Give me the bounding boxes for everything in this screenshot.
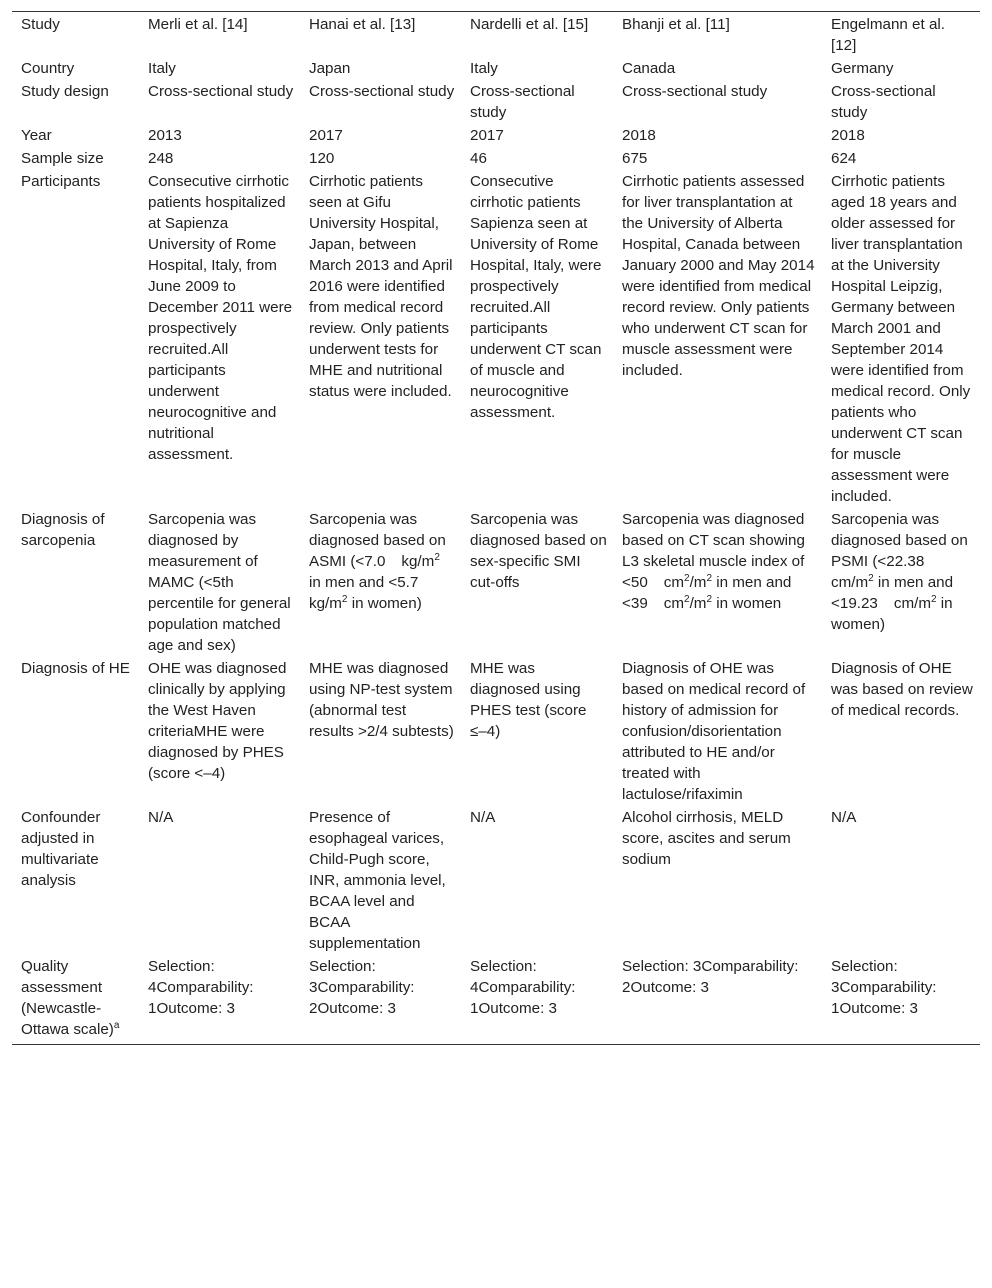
header-engelmann: Engelmann et al. [12] <box>831 16 945 54</box>
row-study-design <box>12 79 980 123</box>
cell: 120 <box>309 150 335 167</box>
superscript: 2 <box>706 594 713 605</box>
cell-text: in women) <box>831 595 953 633</box>
cell: Selection: 4Comparability: 1Outcome: 3 <box>470 958 576 1017</box>
cell: Cross-sectional study <box>470 83 575 121</box>
cell: MHE was diagnosed using PHES test (score ≤–4) <box>470 660 587 740</box>
row-label: Diagnosis of sarcopenia <box>21 511 105 549</box>
cell-text: Sarcopenia was diagnosed based on PSMI (<22.38 <box>831 511 968 570</box>
cell: Cirrhotic patients seen at Gifu University Hospital, Japan, between March 2013 and April 2016 were identified from medical record review. Only patients underwent tests for MHE and nutritional status were included. <box>309 173 453 400</box>
cell-text: Sarcopenia was diagnosed based on CT scan showing L3 skeletal muscle index of <50 <box>622 511 805 591</box>
row-quality-assessment <box>12 954 980 1045</box>
row-label: Participants <box>21 173 101 190</box>
cell: Sarcopenia was diagnosed by measurement of MAMC (<5th percentile for general population matched age and sex) <box>148 511 291 654</box>
cell: 248 <box>148 150 174 167</box>
cell: Cross-sectional study <box>831 83 936 121</box>
cell <box>822 507 980 656</box>
cell: Alcohol cirrhosis, MELD score, ascites and serum sodium <box>622 809 791 868</box>
cell: Cross-sectional study <box>309 83 455 100</box>
cell-text: in men and <5.7 <box>309 574 419 591</box>
cell: 2018 <box>622 127 656 144</box>
superscript: 2 <box>868 573 874 584</box>
cell: Selection: 3Comparability: 2Outcome: 3 <box>622 958 799 996</box>
cell: 2013 <box>148 127 182 144</box>
cell-text: cm <box>663 595 685 612</box>
cell: Consecutive cirrhotic patients hospitalized at Sapienza University of Rome Hospital, Italy, from June 2009 to December 2011 were prospectively recruited.All participants underwent neurocognitive and nutritional assessment. <box>148 173 293 463</box>
cell: 2017 <box>470 127 504 144</box>
cell <box>613 507 822 656</box>
row-sample-size <box>12 146 980 169</box>
row-label-text: Quality assessment (Newcastle-Ottawa scale) <box>21 958 114 1038</box>
cell-text: Sarcopenia was diagnosed based on ASMI (<7.0 <box>309 511 446 570</box>
row-label: Study design <box>21 83 109 100</box>
header-row <box>12 12 980 57</box>
cell: N/A <box>148 809 174 826</box>
cell: Japan <box>309 60 351 77</box>
cell-text: cm/m <box>831 574 869 591</box>
cell: 2018 <box>831 127 865 144</box>
header-study: Study <box>21 16 60 33</box>
header-merli: Merli et al. [14] <box>148 16 248 33</box>
cell: Sarcopenia was diagnosed based on sex-specific SMI cut-offs <box>470 511 607 591</box>
cell: Diagnosis of OHE was based on review of medical records. <box>831 660 973 719</box>
cell-text: kg/m <box>401 553 435 570</box>
cell: Cross-sectional study <box>622 83 768 100</box>
cell: Diagnosis of OHE was based on medical record of history of admission for confusion/disorientation attributed to HE and/or treated with lactulose/rifaximin <box>622 660 806 803</box>
cell: 2017 <box>309 127 343 144</box>
cell-text: cm <box>663 574 685 591</box>
cell: MHE was diagnosed using NP-test system (abnormal test results >2/4 subtests) <box>309 660 454 740</box>
cell: 675 <box>622 150 648 167</box>
study-characteristics-table-container <box>12 11 980 1045</box>
cell-text: /m <box>689 595 707 612</box>
superscript: 2 <box>341 594 348 605</box>
study-characteristics-table <box>12 11 980 1045</box>
cell <box>300 507 461 656</box>
footnote-marker: a <box>113 1020 120 1031</box>
cell: Presence of esophageal varices, Child-Pugh score, INR, ammonia level, BCAA level and BCAA supplementation <box>309 809 446 952</box>
row-label <box>12 954 139 1045</box>
cell: Selection: 3Comparability: 2Outcome: 3 <box>309 958 415 1017</box>
cell: Canada <box>622 60 676 77</box>
cell: 624 <box>831 150 857 167</box>
cell: Cirrhotic patients assessed for liver transplantation at the University of Alberta Hospital, Canada between January 2000 and May 2014 were identified from medical record review. Only patients who underwent CT scan for muscle assessment were included. <box>622 173 815 379</box>
cell-text: /m <box>689 574 707 591</box>
superscript: 2 <box>706 573 713 584</box>
row-label: Country <box>21 60 75 77</box>
cell: Italy <box>148 60 176 77</box>
cell: Germany <box>831 60 894 77</box>
row-year <box>12 123 980 146</box>
header-bhanji: Bhanji et al. [11] <box>622 16 730 33</box>
cell: Cross-sectional study <box>148 83 294 100</box>
header-nardelli: Nardelli et al. [15] <box>470 16 589 33</box>
superscript: 2 <box>931 594 937 605</box>
header-hanai: Hanai et al. [13] <box>309 16 416 33</box>
row-label: Confounder adjusted in multivariate analysis <box>21 809 101 889</box>
cell-text: cm/m <box>893 595 932 612</box>
row-confounder <box>12 805 980 954</box>
cell-text: in men and <39 <box>622 574 792 612</box>
cell: OHE was diagnosed clinically by applying the West Haven criteriaMHE were diagnosed by PHES (score <–4) <box>148 660 287 782</box>
superscript: 2 <box>684 573 690 584</box>
cell-text: in women <box>712 595 782 612</box>
cell: Consecutive cirrhotic patients Sapienza seen at University of Rome Hospital, Italy, were prospectively recruited.All participants underwent CT scan of muscle and neurocognitive assessment. <box>470 173 602 421</box>
row-country <box>12 56 980 79</box>
row-label: Diagnosis of HE <box>21 660 130 677</box>
cell: Cirrhotic patients aged 18 years and older assessed for liver transplantation at the University Hospital Leipzig, Germany between March 2001 and September 2014 were identified from medical record. Only patients who underwent CT scan for muscle assessment were included. <box>831 173 971 505</box>
cell-text: in men and <19.23 <box>831 574 954 612</box>
cell: 46 <box>470 150 487 167</box>
row-participants <box>12 169 980 507</box>
superscript: 2 <box>434 552 440 563</box>
superscript: 2 <box>684 594 690 605</box>
row-label: Sample size <box>21 150 104 167</box>
row-label: Year <box>21 127 52 144</box>
cell: N/A <box>831 809 857 826</box>
cell: Selection: 3Comparability: 1Outcome: 3 <box>831 958 937 1017</box>
row-diagnosis-he <box>12 656 980 805</box>
cell: Selection: 4Comparability: 1Outcome: 3 <box>148 958 254 1017</box>
row-diagnosis-sarcopenia <box>12 507 980 656</box>
cell-text: kg/m <box>309 595 342 612</box>
cell-text: in women) <box>347 595 422 612</box>
cell: N/A <box>470 809 496 826</box>
cell: Italy <box>470 60 498 77</box>
